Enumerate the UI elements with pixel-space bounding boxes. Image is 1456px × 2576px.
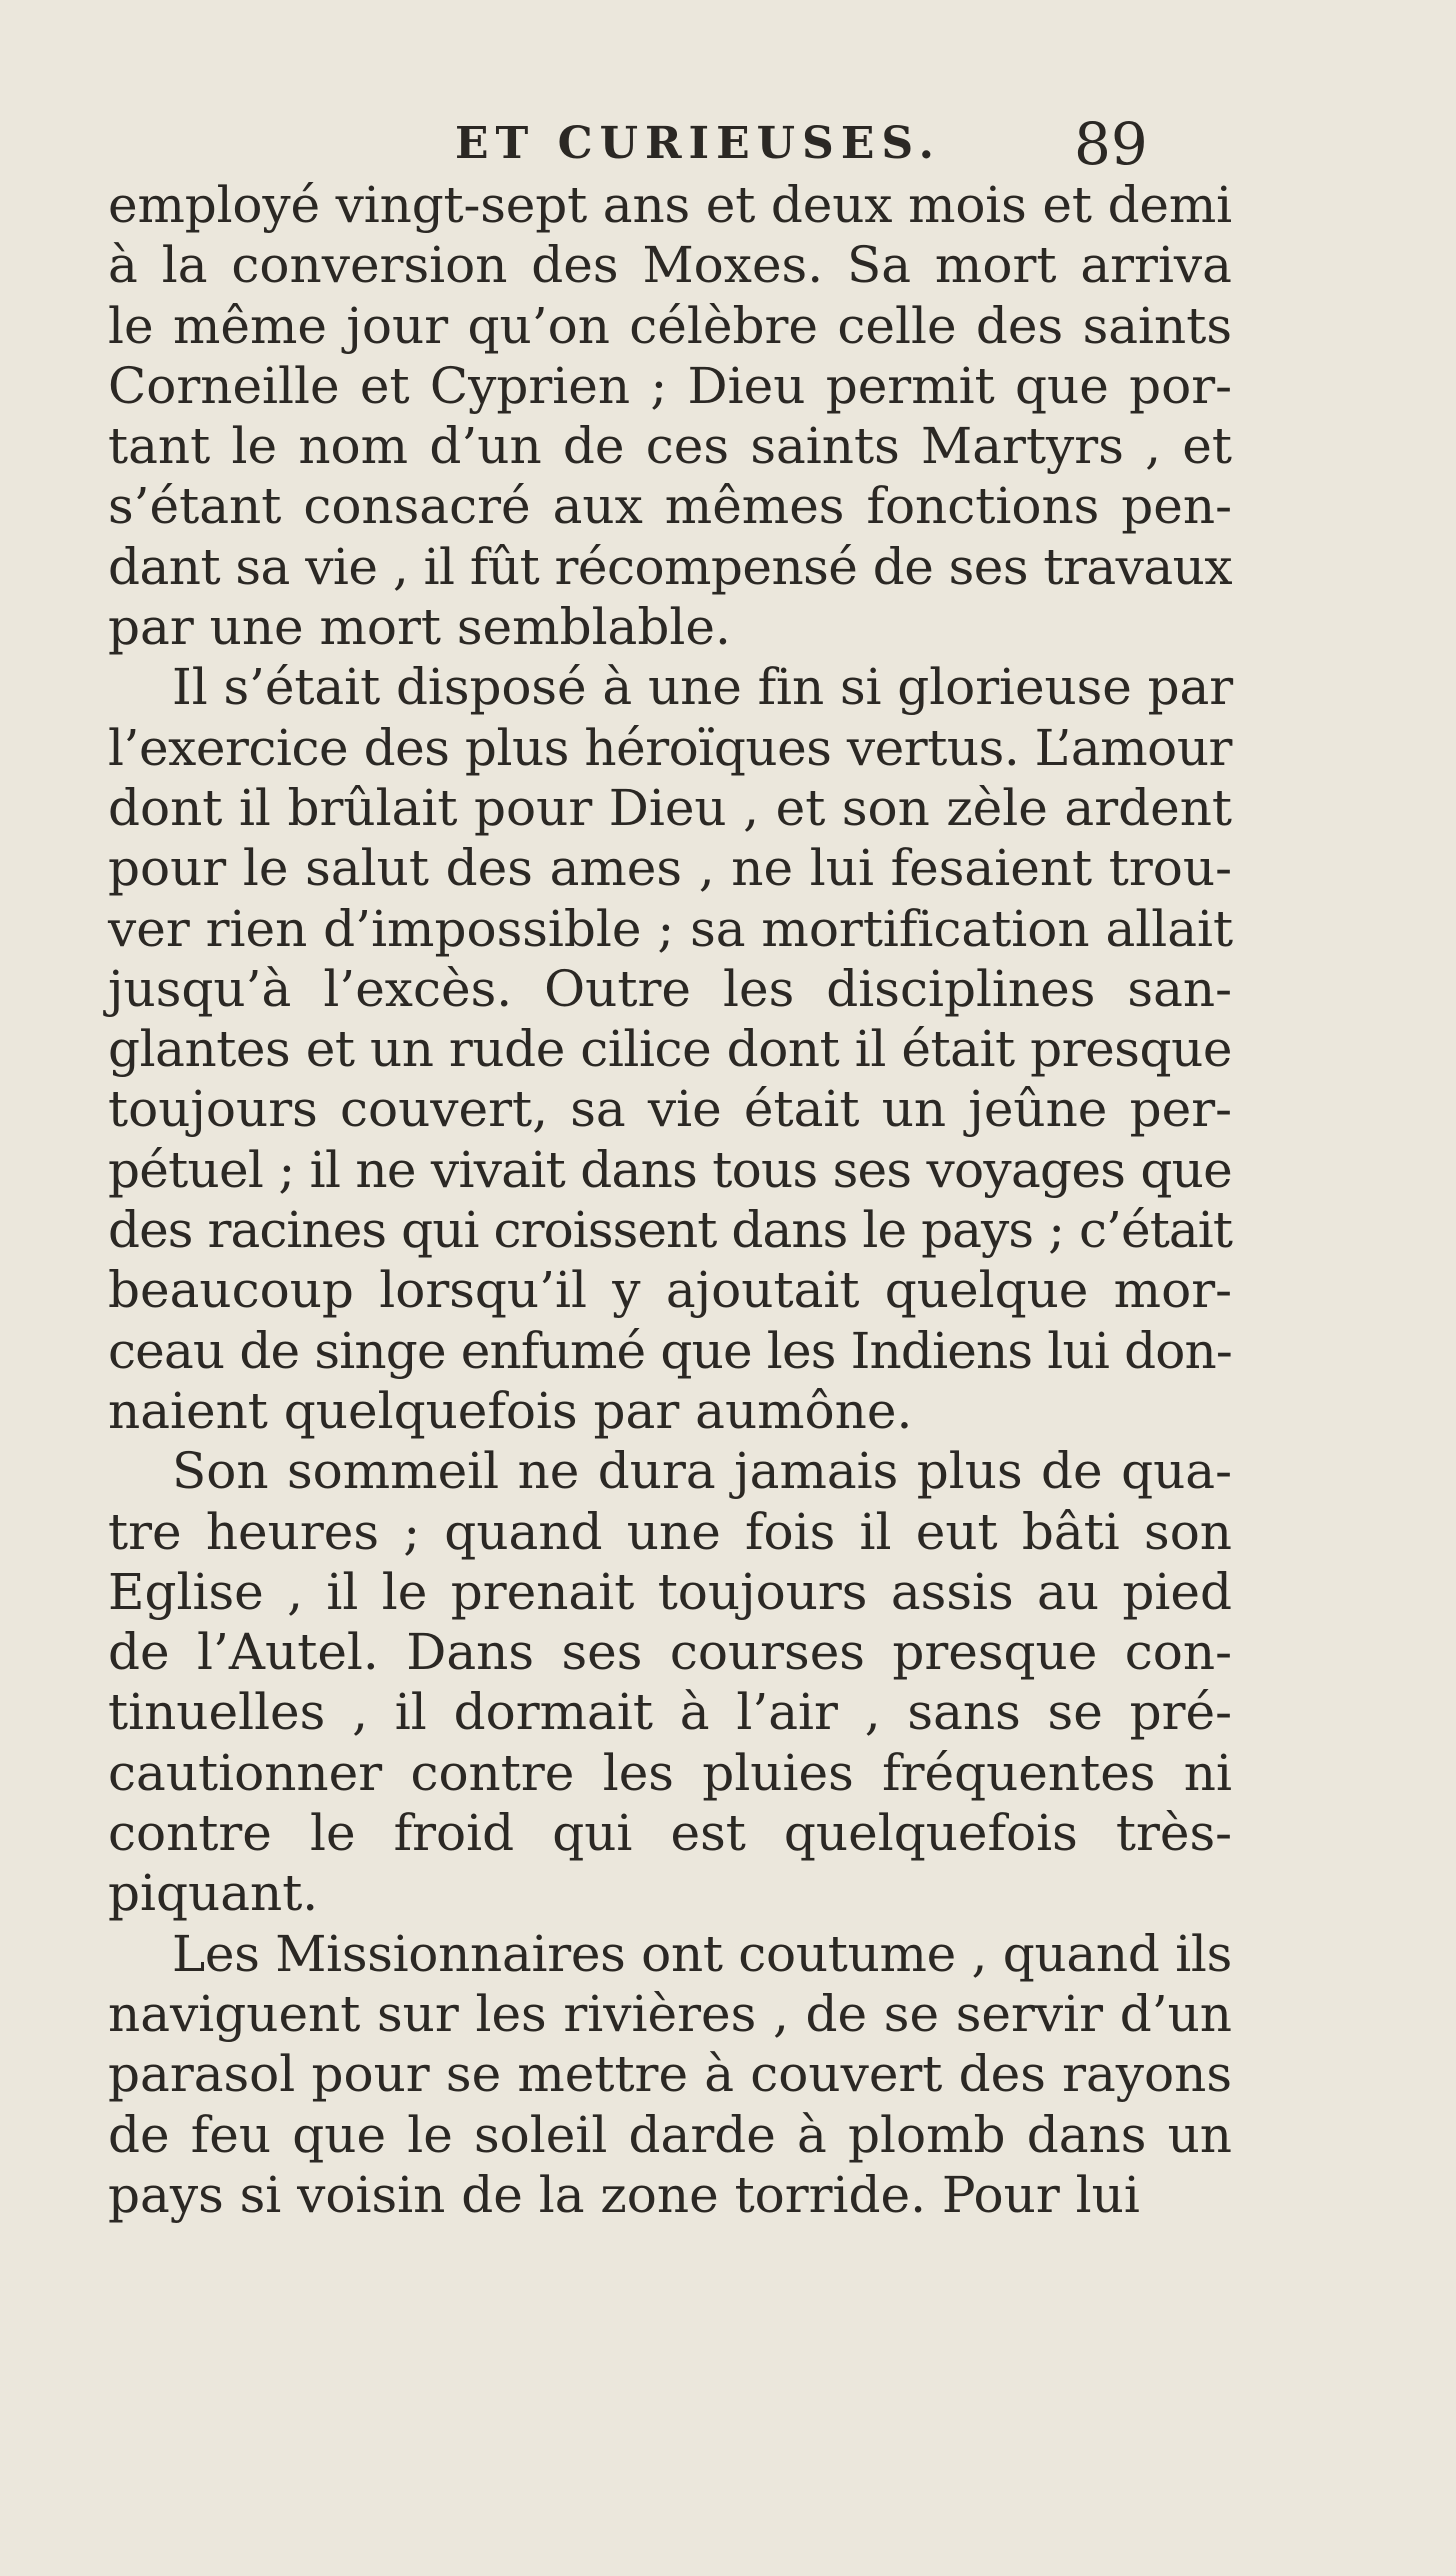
text-line: à la conversion des Moxes. Sa mort arriva [108, 236, 1232, 295]
text-line: parasol pour se mettre à couvert des rayons [108, 2045, 1232, 2104]
text-line: toujours couvert, sa vie était un jeûne per- [108, 1080, 1232, 1139]
text-line: Corneille et Cyprien ; Dieu permit que por- [108, 356, 1232, 415]
text-line: naviguent sur les rivières , de se servir d’un [108, 1984, 1232, 2043]
text-line: de feu que le soleil darde à plomb dans un [108, 2105, 1232, 2164]
body-text [108, 175, 1232, 2225]
text-line: tant le nom d’un de ces saints Martyrs , et [108, 417, 1232, 476]
text-line: Les Missionnaires ont coutume , quand ils [172, 1924, 1232, 1983]
text-line: cautionner contre les pluies fréquentes ni [108, 1743, 1232, 1802]
text-line: par une mort semblable. [108, 598, 731, 657]
text-line: tre heures ; quand une fois il eut bâti son [108, 1502, 1232, 1561]
text-line: pétuel ; il ne vivait dans tous ses voyages que [108, 1140, 1232, 1199]
text-line: glantes et un rude cilice dont il était presque [108, 1020, 1232, 1079]
text-line: beaucoup lorsqu’il y ajoutait quelque mor- [108, 1261, 1232, 1320]
text-line: pour le salut des ames , ne lui fesaient trou- [108, 839, 1232, 898]
text-line: le même jour qu’on célèbre celle des saints [108, 296, 1232, 355]
text-line: naient quelquefois par aumône. [108, 1381, 913, 1440]
text-line: tinuelles , il dormait à l’air , sans se pré- [108, 1683, 1232, 1742]
text-line: l’exercice des plus héroïques vertus. L’amour [108, 718, 1232, 777]
text-line: piquant. [108, 1864, 319, 1923]
text-line: des racines qui croissent dans le pays ; c’était [108, 1201, 1232, 1260]
text-line: ver rien d’impossible ; sa mortification allait [108, 899, 1234, 958]
text-line: dant sa vie , il fût récompensé de ses travaux [108, 537, 1232, 596]
text-line: Eglise , il le prenait toujours assis au pied [108, 1562, 1232, 1621]
page-number: 89 [1074, 110, 1148, 178]
text-line: Il s’était disposé à une fin si glorieuse par [172, 658, 1234, 717]
text-line: Son sommeil ne dura jamais plus de qua- [172, 1442, 1232, 1501]
text-line: ceau de singe enfumé que les Indiens lui don- [108, 1321, 1232, 1380]
text-line: jusqu’à l’excès. Outre les disciplines san- [108, 959, 1232, 1018]
text-line: employé vingt-sept ans et deux mois et demi [108, 176, 1232, 234]
text-line: pays si voisin de la zone torride. Pour lui [108, 2165, 1140, 2224]
text-line: s’étant consacré aux mêmes fonctions pen- [108, 477, 1232, 536]
text-line: dont il brûlait pour Dieu , et son zèle ardent [108, 778, 1232, 837]
text-line: contre le froid qui est quelquefois très- [108, 1804, 1232, 1863]
running-head: ET CURIEUSES. [455, 118, 941, 169]
text-line: de l’Autel. Dans ses courses presque con- [108, 1623, 1232, 1682]
